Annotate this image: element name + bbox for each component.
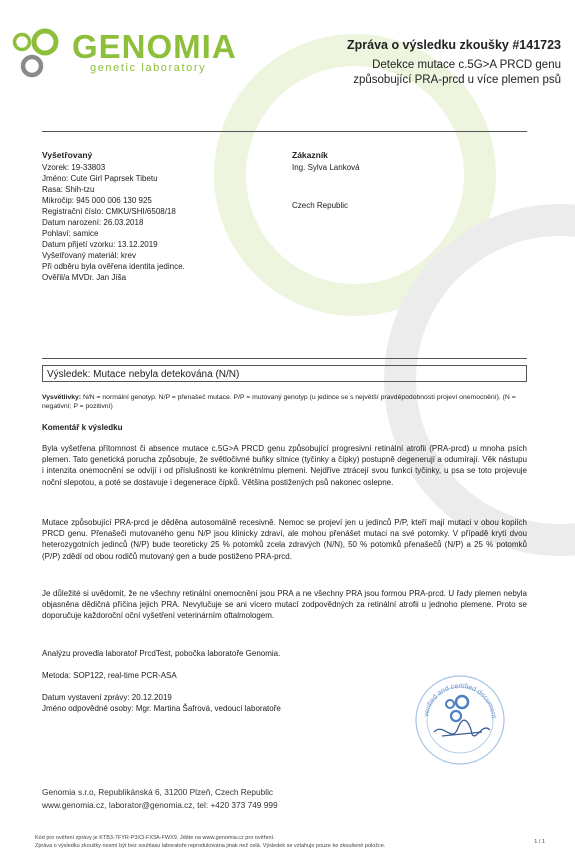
comment-paragraph-1: Byla vyšetřena přítomnost či absence mutace c.5G>A PRCD genu způsobující progresivní retinální atrofii (PRA-prcd) u mnoha psích plemen. Tato genetická porucha způsobuje, že světločivné buňky sítnice (tyčinky a čípky) postupně degenerují a odumírají. Věk nástupu i intenzita onemocnění se odvíjí i od příslušnosti ke konkrétnímu plemeni. Nejdříve ztrácejí svou funkci tyčinky, u psa se toto projevuje noční slepotou, a poté se dostavuje i degenerace čípků. Většina postižených psů nakonec oslepne.: [42, 444, 527, 487]
verification-code: Kód pro ověření zprávy je KTB3-7FYR-P3X3-FX3A-FWX9. Jděte na www.genomia.cz pro ověření.: [35, 835, 275, 841]
registration-number: Registrační číslo: CMKU/SHI/6508/18: [42, 207, 176, 216]
result-divider: [42, 358, 527, 359]
comment-title: Komentář k výsledku: [42, 423, 123, 432]
comment-paragraph-3: Je důležité si uvědomit, že ne všechny retinální onemocnění jsou PRA a ne všechny PRA jsou formou PRA-prcd. U řady plemen nebyla objasněna dědičná příčina jejich PRA. Nevylučuje se ani vícero mutací zodpovědných za retinální atrofii u jednoho plemene. Proto se doporučuje každoroční oční vyšetření veterinárním oftalmologem.: [42, 589, 527, 621]
signature: [434, 720, 490, 736]
report-title: Zpráva o výsledku zkoušky #141723: [346, 38, 561, 52]
sex: Pohlaví: samice: [42, 229, 99, 238]
verified-by: Ověřil/a MVDr. Jan Jíša: [42, 273, 127, 282]
customer-name: Ing. Sylva Lanková: [292, 163, 360, 172]
certification-stamp: [412, 672, 508, 768]
comment-body: [42, 443, 527, 488]
identity-verified: Při odběru byla ověřena identita jedince.: [42, 262, 185, 271]
legend: [42, 393, 527, 411]
customer-heading: Zákazník: [292, 150, 328, 160]
analysis-line: Analýzu provedla laboratoř PrcdTest, pobočka laboratoře Genomia.: [42, 649, 281, 658]
stamp-ring-text: verified and certified document: [423, 682, 497, 719]
header-divider: [42, 131, 527, 132]
logo-tagline: genetic laboratory: [90, 62, 207, 74]
legend-text: N/N = normální genotyp. N/P = přenašeč mutace. P/P = mutovaný genotyp (u jedince se s největší pravděpodobností projeví onemocnění). (N = negativní; P = pozitivní): [42, 394, 516, 410]
legend-label: Vysvětlivky:: [42, 394, 82, 401]
result-box: Výsledek: Mutace nebyla detekována (N/N): [42, 365, 527, 382]
report-subtitle-1: Detekce mutace c.5G>A PRCD genu: [372, 59, 561, 71]
comment-body-2: [42, 517, 527, 562]
microchip: Mikročip: 945 000 006 130 925: [42, 196, 152, 205]
subject-details: [42, 162, 185, 283]
material: Vyšetřovaný materiál: krev: [42, 251, 136, 260]
received-date: Datum přijetí vzorku: 13.12.2019: [42, 240, 158, 249]
comment-body-3: [42, 588, 527, 622]
footer-address: Genomia s.r.o, Republikánská 6, 31200 Plzeň, Czech Republic: [42, 787, 274, 797]
dog-name: Jméno: Cute Girl Paprsek Tibetu: [42, 174, 158, 183]
customer-country: Czech Republic: [292, 201, 349, 210]
genomia-logo-mark: [10, 28, 70, 80]
comment-paragraph-2: Mutace způsobující PRA-prcd je děděna autosomálně recesivně. Nemoc se projeví jen u jedinců P/P, kteří mají mutaci v obou kopiích PRCD genu. Přenašeči mutovaného genu N/P jsou klinicky zdraví, ale mohou přenášet mutaci na své potomky. V případě krytí dvou heterozygotních jedinců (N/P) bude teoreticky 25 % potomků zcela zdravých (N/N), 50 % potomků přenašečů (N/P) a 25 % potomků (P/P) zdědí od obou rodičů mutovaný gen a bude postiženo PRA-prcd.: [42, 518, 527, 561]
report-subtitle-2: způsobující PRA-prcd u více plemen psů: [353, 74, 561, 86]
issue-date: Datum vystavení zprávy: 20.12.2019: [42, 693, 172, 702]
method-line: Metoda: SOP122, real-time PCR-ASA: [42, 671, 177, 680]
subject-heading: Vyšetřovaný: [42, 150, 93, 160]
footer-contact: www.genomia.cz, laborator@genomia.cz, tel: +420 373 749 999: [42, 800, 278, 810]
breed: Rasa: Shih-tzu: [42, 185, 95, 194]
responsible-person: Jméno odpovědné osoby: Mgr. Martina Šafrová, vedoucí laboratoře: [42, 704, 281, 713]
page-number: 1 / 1: [534, 839, 545, 845]
birth-date: Datum narození: 26.03.2018: [42, 218, 144, 227]
logo-wordmark: GENOMIA: [72, 28, 237, 65]
sample-number: Vzorek: 19-33803: [42, 163, 106, 172]
reproduction-notice: Zpráva o výsledku zkoušky nesmí být bez souhlasu laboratoře reprodukována jinak než celá. Výsledek se vztahuje pouze ke zkoušené položce.: [35, 843, 386, 849]
